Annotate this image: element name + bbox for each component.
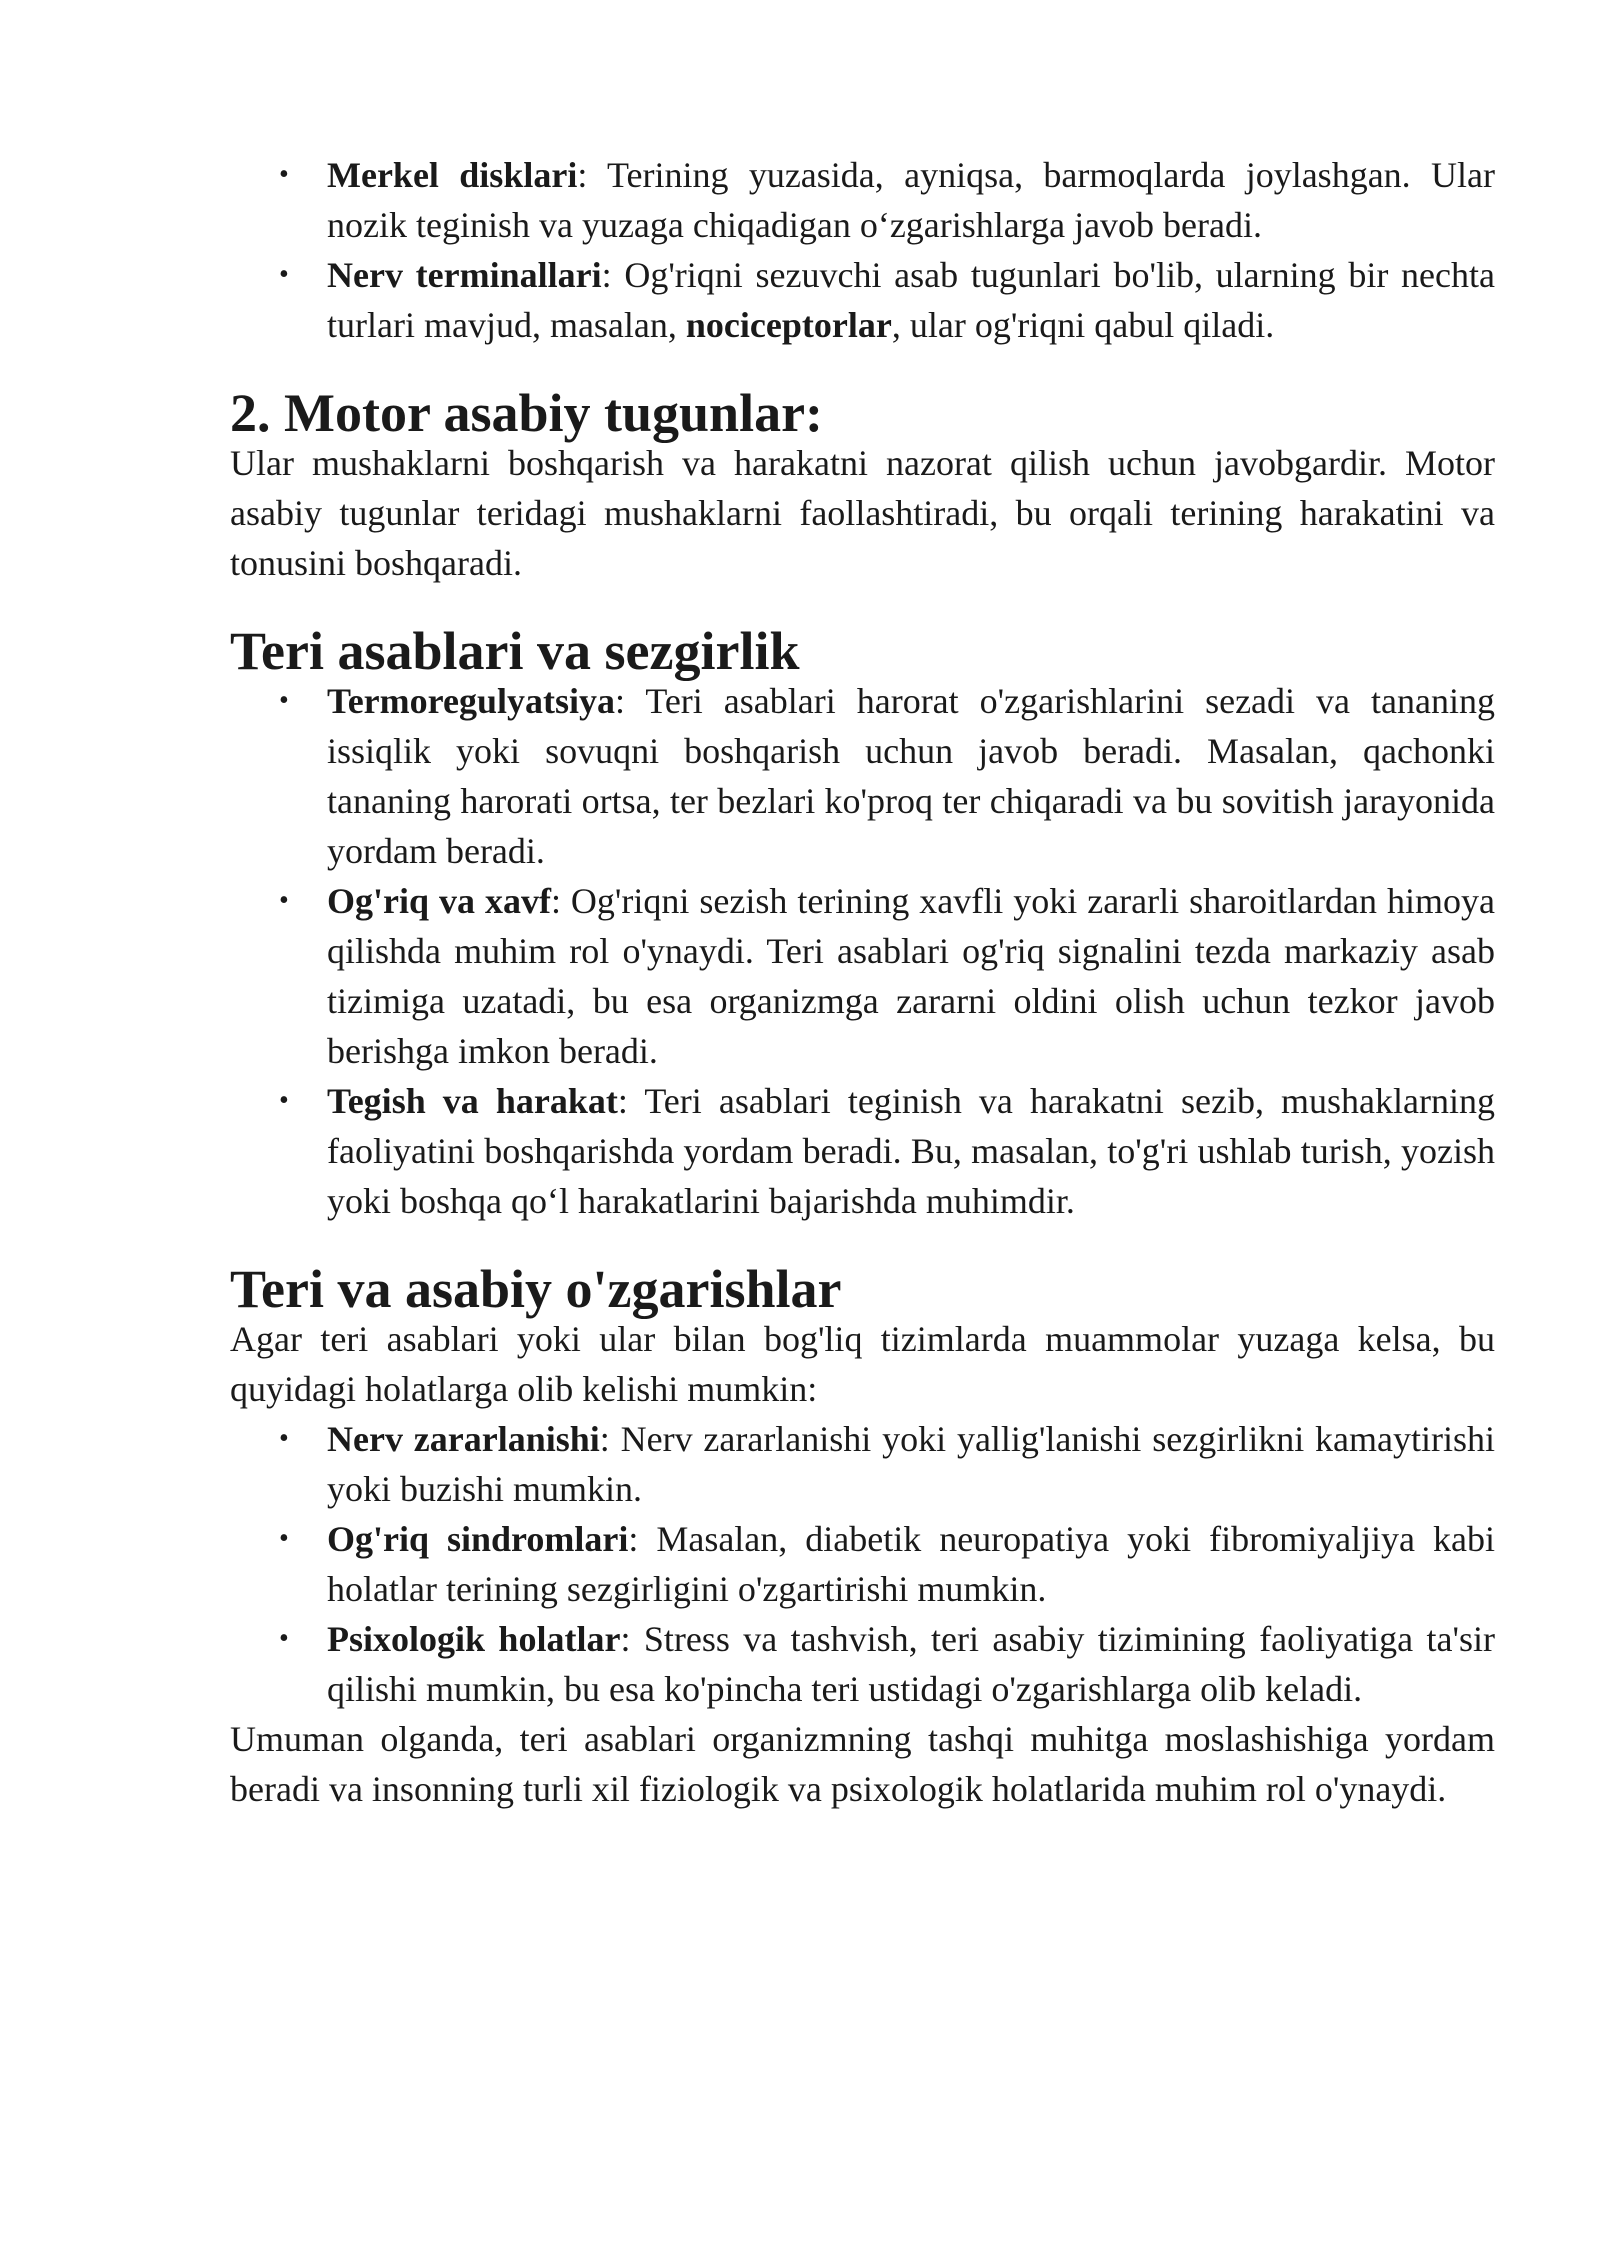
- receptor-list: [230, 150, 1495, 350]
- bullet-icon: •: [279, 159, 289, 190]
- bullet-icon: •: [279, 1423, 289, 1454]
- bullet-icon: •: [279, 1085, 289, 1116]
- list-item-text: : Teri asablari harorat o'zgarishlarini sezadi va tananing issiqlik yoki sovuqni boshqarish uchun javob beradi. Masalan, qachonki tananing harorati ortsa, ter bezlari ko'proq ter chiqaradi va bu sovitish jarayonida yordam beradi.: [327, 681, 1495, 871]
- list-item-term: Merkel disklari: [327, 155, 578, 195]
- list-item-term: Tegish va harakat: [327, 1081, 618, 1121]
- list-item: [230, 1514, 1495, 1614]
- bullet-icon: •: [279, 885, 289, 916]
- paragraph-ozgarishlar: Agar teri asablari yoki ular bilan bog'liq tizimlarda muammolar yuzaga kelsa, bu quyidagi holatlarga olib kelishi mumkin:: [230, 1319, 1495, 1409]
- list-item: [230, 250, 1495, 350]
- list-item-term: Og'riq va xavf: [327, 881, 551, 921]
- list-item: [230, 676, 1495, 876]
- list-item: [230, 1614, 1495, 1714]
- list-item-term: Termoregulyatsiya: [327, 681, 615, 721]
- bullet-icon: •: [279, 1623, 289, 1654]
- list-item-text: : Teri asablari teginish va harakatni sezib, mushaklarning faoliyatini boshqarishda yordam beradi. Bu, masalan, to'g'ri ushlab turish, yozish yoki boshqa qo‘l harakatlarini bajarishda muhimdir.: [327, 1081, 1495, 1221]
- list-item: [230, 1076, 1495, 1226]
- list-item-text: : Masalan, diabetik neuropatiya yoki fibromiyaljiya kabi holatlar terining sezgirligini o'zgartirishi mumkin.: [327, 1519, 1496, 1609]
- bullet-icon: •: [279, 685, 289, 716]
- list-item-text: : Og'riqni sezish terining xavfli yoki zararli sharoitlardan himoya qilishda muhim rol o'ynaydi. Teri asablari og'riq signalini tezda markaziy asab tizimiga uzatadi, bu esa organizmga zararni oldini olish uchun tezkor javob berishga imkon beradi.: [327, 881, 1495, 1071]
- list-item-text: : Og'riqni sezuvchi asab tugunlari bo'lib, ularning bir nechta turlari mavjud, masalan,: [327, 255, 1495, 345]
- list-item-term: Psixologik holatlar: [327, 1619, 621, 1659]
- list-item-text: : Nerv zararlanishi yoki yallig'lanishi sezgirlikni kamaytirishi yoki buzishi mumkin.: [327, 1419, 1495, 1509]
- list-item: [230, 876, 1495, 1076]
- list-item-text: : Terining yuzasida, ayniqsa, barmoqlarda joylashgan. Ular nozik teginish va yuzaga chiqadigan o‘zgarishlarga javob beradi.: [327, 155, 1495, 245]
- bullet-icon: •: [279, 1523, 289, 1554]
- list-item-term: Nerv zararlanishi: [327, 1419, 600, 1459]
- section-heading-ozgarishlar: Teri va asabiy o'zgarishlar: [230, 1259, 842, 1319]
- inline-bold-term: nociceptorlar: [685, 305, 892, 345]
- bullet-icon: •: [279, 259, 289, 290]
- list-item: [230, 1414, 1495, 1514]
- paragraph-conclusion: Umuman olganda, teri asablari organizmning tashqi muhitga moslashishiga yordam beradi va insonning turli xil fiziologik va psixologik holatlarida muhim rol o'ynaydi.: [230, 1719, 1495, 1809]
- list-item: [230, 150, 1495, 250]
- paragraph-motor: Ular mushaklarni boshqarish va harakatni nazorat qilish uchun javobgardir. Motor asabiy tugunlar teridagi mushaklarni faollashtiradi, bu orqali terining harakatini va tonusini boshqaradi.: [230, 443, 1495, 583]
- section-heading-sezgirlik: Teri asablari va sezgirlik: [230, 621, 800, 681]
- changes-list: [230, 1414, 1495, 1714]
- sensitivity-list: [230, 676, 1495, 1226]
- list-item-text-after: , ular og'riqni qabul qiladi.: [891, 305, 1275, 345]
- list-item-text: : Stress va tashvish, teri asabiy tizimining faoliyatiga ta'sir qilishi mumkin, bu esa ko'pincha teri ustidagi o'zgarishlarga olib keladi.: [327, 1619, 1495, 1709]
- section-heading-motor: 2. Motor asabiy tugunlar:: [230, 383, 824, 443]
- list-item-term: Nerv terminallari: [327, 255, 602, 295]
- list-item-term: Og'riq sindromlari: [327, 1519, 629, 1559]
- document-page: [230, 150, 1495, 1814]
